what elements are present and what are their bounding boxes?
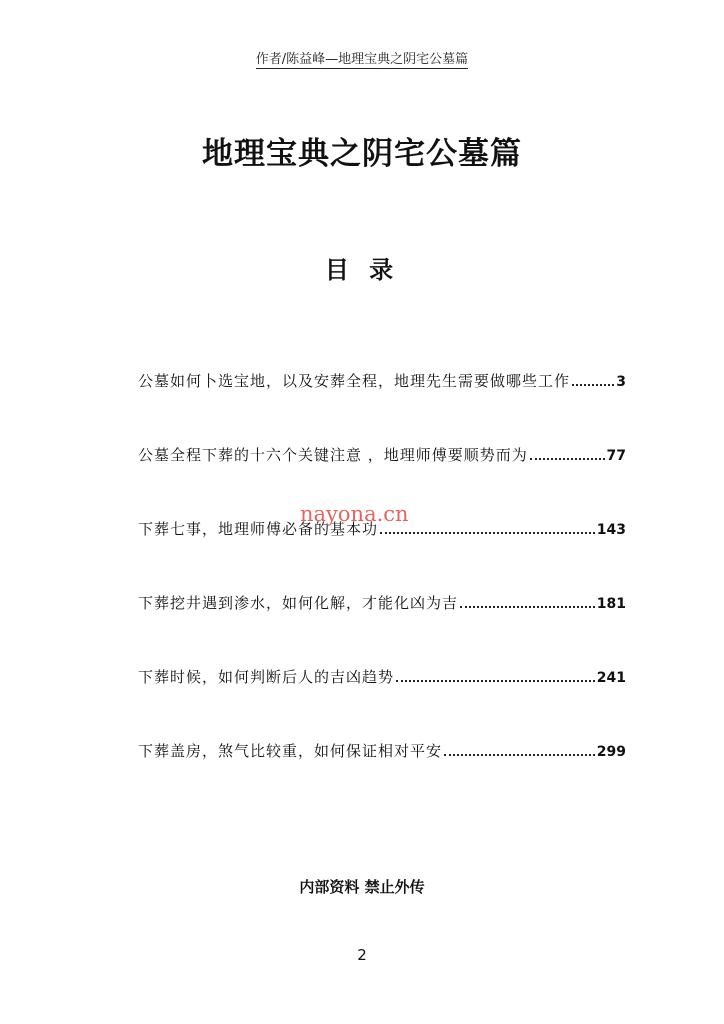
toc-entry-title: 公墓如何卜选宝地，以及安葬全程，地理先生需要做哪些工作 — [138, 372, 571, 390]
toc-heading: 目 录 — [324, 256, 400, 284]
dot-leader — [460, 605, 595, 608]
toc-entry-title: 下葬七事，地理师傅必备的基本功 — [138, 520, 379, 538]
toc-entry — [138, 666, 626, 690]
dot-leader — [572, 383, 614, 386]
dot-leader — [530, 457, 605, 460]
toc-entry-page: 299 — [596, 744, 626, 760]
toc-entry-page: 181 — [596, 596, 626, 612]
document-title: 地理宝典之阴宅公墓篇 — [202, 136, 522, 172]
confidential-notice: 内部资料 禁止外传 — [299, 878, 425, 896]
toc-entry — [138, 370, 626, 394]
watermark: nayona.cn — [300, 502, 409, 526]
toc-entry-title: 公墓全程下葬的十六个关键注意 ，地理师傅要顺势而为 — [138, 446, 528, 464]
table-of-contents — [138, 370, 626, 814]
page-number: 2 — [357, 946, 367, 964]
running-header-text: 作者/陈益峰—地理宝典之阴宅公墓篇 — [255, 52, 469, 67]
dot-leader — [444, 753, 595, 756]
running-header — [0, 48, 724, 67]
toc-entry — [138, 444, 626, 468]
toc-entry-page: 77 — [606, 448, 626, 464]
toc-entry-title: 下葬盖房，煞气比较重，如何保证相对平安 — [138, 742, 443, 760]
dot-leader — [396, 679, 595, 682]
toc-entry — [138, 592, 626, 616]
dot-leader — [380, 531, 595, 534]
toc-entry-page: 241 — [596, 670, 626, 686]
toc-entry-page: 3 — [616, 374, 626, 390]
toc-entry-page: 143 — [596, 522, 626, 538]
toc-entry — [138, 740, 626, 764]
toc-entry-title: 下葬时候，如何判断后人的吉凶趋势 — [138, 668, 395, 686]
toc-entry-title: 下葬挖井遇到渗水，如何化解，才能化凶为吉 — [138, 594, 459, 612]
